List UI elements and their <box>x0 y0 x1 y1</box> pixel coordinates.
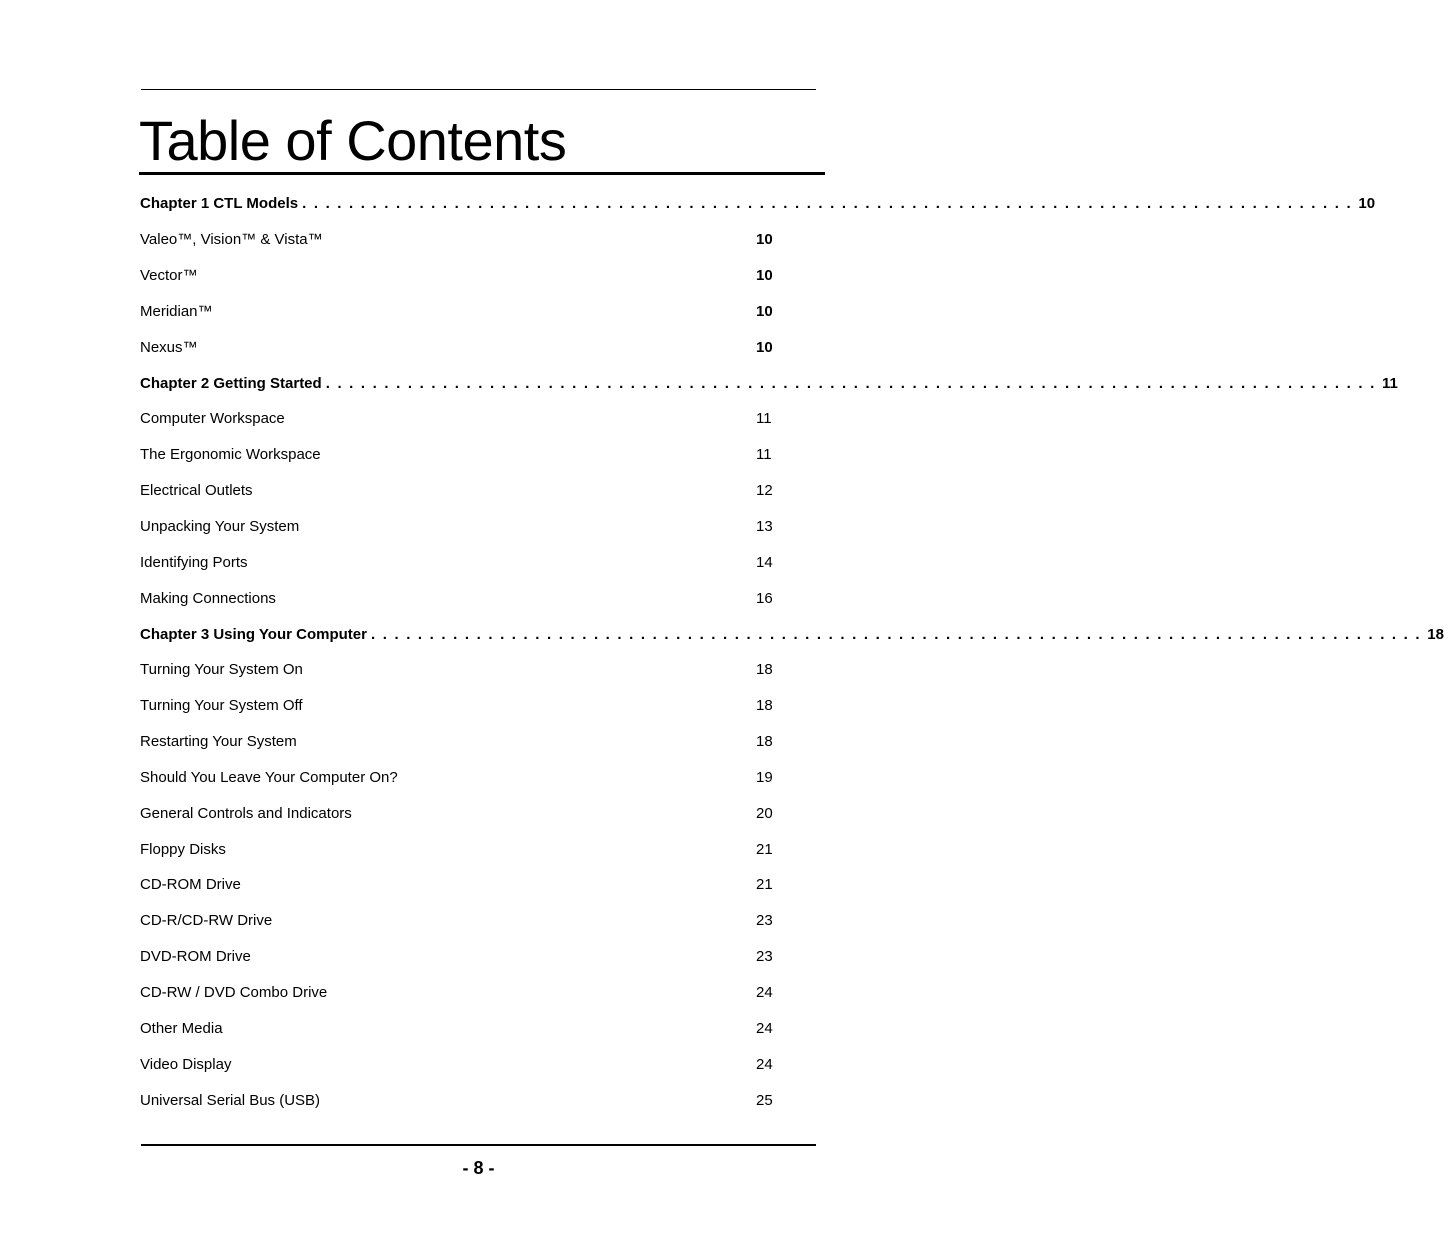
header-rule <box>141 89 816 90</box>
toc-entry[interactable] <box>140 473 780 509</box>
toc-page-number: 24 <box>756 1055 773 1073</box>
toc-page-number: 14 <box>756 553 773 571</box>
toc-page-number: 11 <box>756 446 772 464</box>
toc-page-number: 20 <box>756 804 773 822</box>
toc-page-number: 24 <box>756 1019 773 1037</box>
toc-entry-title: General Controls and Indicators <box>140 804 352 822</box>
toc-entry[interactable] <box>140 652 780 688</box>
toc-entry-title: CD-R/CD-RW Drive <box>140 912 273 930</box>
toc-entry[interactable] <box>140 580 780 616</box>
toc-entry-title: Making Connections <box>140 589 276 607</box>
toc-list <box>140 186 1444 1118</box>
toc-entry-title: Electrical Outlets <box>140 482 253 500</box>
toc-entry-title: CD-RW / DVD Combo Drive <box>140 983 328 1001</box>
toc-entry[interactable] <box>140 222 780 258</box>
toc-chapter-entry[interactable] <box>140 616 1444 652</box>
toc-page-number: 18 <box>756 733 773 751</box>
toc-entry-title: Nexus™ <box>140 338 198 356</box>
toc-page-number: 11 <box>1381 374 1398 392</box>
toc-entry[interactable] <box>140 724 780 760</box>
toc-entry[interactable] <box>140 831 780 867</box>
page-number: - 8 - <box>462 1158 495 1178</box>
toc-entry-title: Unpacking Your System <box>140 518 300 536</box>
toc-page-number: 19 <box>756 768 773 786</box>
footer-rule <box>141 1144 816 1146</box>
toc-entry[interactable] <box>140 939 780 975</box>
toc-entry-title: Chapter 3 Using Your Computer <box>140 625 367 643</box>
toc-page-number: 18 <box>1427 625 1444 643</box>
toc-entry[interactable] <box>140 1010 780 1046</box>
dot-leader: . . . . . . . . . . . . . . . . . . . . . . . . . . . . . . . . . . . . . . . . . . . . . . . . . . . . . . . . . . . . . . . . . . . . . . . . . . . . . . . . . . . . . . . . . . <box>325 374 1376 392</box>
toc-entry-title: Should You Leave Your Computer On? <box>140 768 398 786</box>
toc-entry[interactable] <box>140 975 780 1011</box>
toc-page-number: 23 <box>756 948 773 966</box>
toc-entry[interactable] <box>140 903 780 939</box>
toc-entry-title: Restarting Your System <box>140 733 297 751</box>
toc-entry-title: Turning Your System Off <box>140 697 303 715</box>
toc-entry-title: Chapter 2 Getting Started <box>140 374 322 392</box>
toc-entry-title: Other Media <box>140 1019 223 1037</box>
toc-entry[interactable] <box>140 795 780 831</box>
toc-entry-title: Chapter 1 CTL Models <box>140 195 299 213</box>
toc-page-number: 18 <box>756 697 773 715</box>
toc-entry-title: Floppy Disks <box>140 840 226 858</box>
toc-entry-title: Vector™ <box>140 267 198 285</box>
toc-entry[interactable] <box>140 294 780 330</box>
toc-page-number: 21 <box>756 876 773 894</box>
toc-entry-title: Universal Serial Bus (USB) <box>140 1091 321 1109</box>
toc-entry-title: DVD-ROM Drive <box>140 948 251 966</box>
toc-entry-title: Computer Workspace <box>140 410 285 428</box>
toc-page-number: 24 <box>756 983 773 1001</box>
dot-leader: . . . . . . . . . . . . . . . . . . . . . . . . . . . . . . . . . . . . . . . . . . . . . . . . . . . . . . . . . . . . . . . . . . . . . . . . . . . . . . . . . . . . . . . . . . <box>370 625 1422 643</box>
toc-entry[interactable] <box>140 544 780 580</box>
toc-page-number: 13 <box>756 518 773 536</box>
toc-entry[interactable] <box>140 867 780 903</box>
toc-entry-title: Meridian™ <box>140 302 213 320</box>
toc-page-number: 10 <box>756 302 773 320</box>
toc-entry-title: Valeo™, Vision™ & Vista™ <box>140 231 323 249</box>
toc-entry[interactable] <box>140 258 780 294</box>
toc-page-number: 10 <box>756 231 773 249</box>
toc-entry-title: Identifying Ports <box>140 553 248 571</box>
toc-entry[interactable] <box>140 329 780 365</box>
toc-entry[interactable] <box>140 688 780 724</box>
toc-page-number: 10 <box>756 338 773 356</box>
toc-entry-title: Turning Your System On <box>140 661 303 679</box>
toc-page-number: 10 <box>756 267 773 285</box>
page-title: Table of Contents <box>139 110 825 175</box>
toc-entry[interactable] <box>140 437 780 473</box>
toc-entry-title: Video Display <box>140 1055 232 1073</box>
toc-page-number: 23 <box>756 912 773 930</box>
toc-entry[interactable] <box>140 760 780 796</box>
toc-page-number: 25 <box>756 1091 773 1109</box>
toc-page-number: 12 <box>756 482 773 500</box>
toc-entry[interactable] <box>140 509 780 545</box>
toc-page-number: 10 <box>1358 195 1376 213</box>
toc-page-number: 11 <box>756 410 772 428</box>
toc-chapter-entry[interactable] <box>140 186 1376 222</box>
toc-page-number: 18 <box>756 661 773 679</box>
toc-entry[interactable] <box>140 401 780 437</box>
toc-entry[interactable] <box>140 1046 780 1082</box>
toc-chapter-entry[interactable] <box>140 365 1398 401</box>
toc-page-number: 16 <box>756 589 773 607</box>
toc-entry-title: CD-ROM Drive <box>140 876 241 894</box>
dot-leader: . . . . . . . . . . . . . . . . . . . . . . . . . . . . . . . . . . . . . . . . . . . . . . . . . . . . . . . . . . . . . . . . . . . . . . . . . . . . . . . . . . . . . . . . . . <box>302 195 1353 213</box>
toc-entry[interactable] <box>140 1082 780 1118</box>
toc-page-number: 21 <box>756 840 773 858</box>
toc-entry-title: The Ergonomic Workspace <box>140 446 321 464</box>
